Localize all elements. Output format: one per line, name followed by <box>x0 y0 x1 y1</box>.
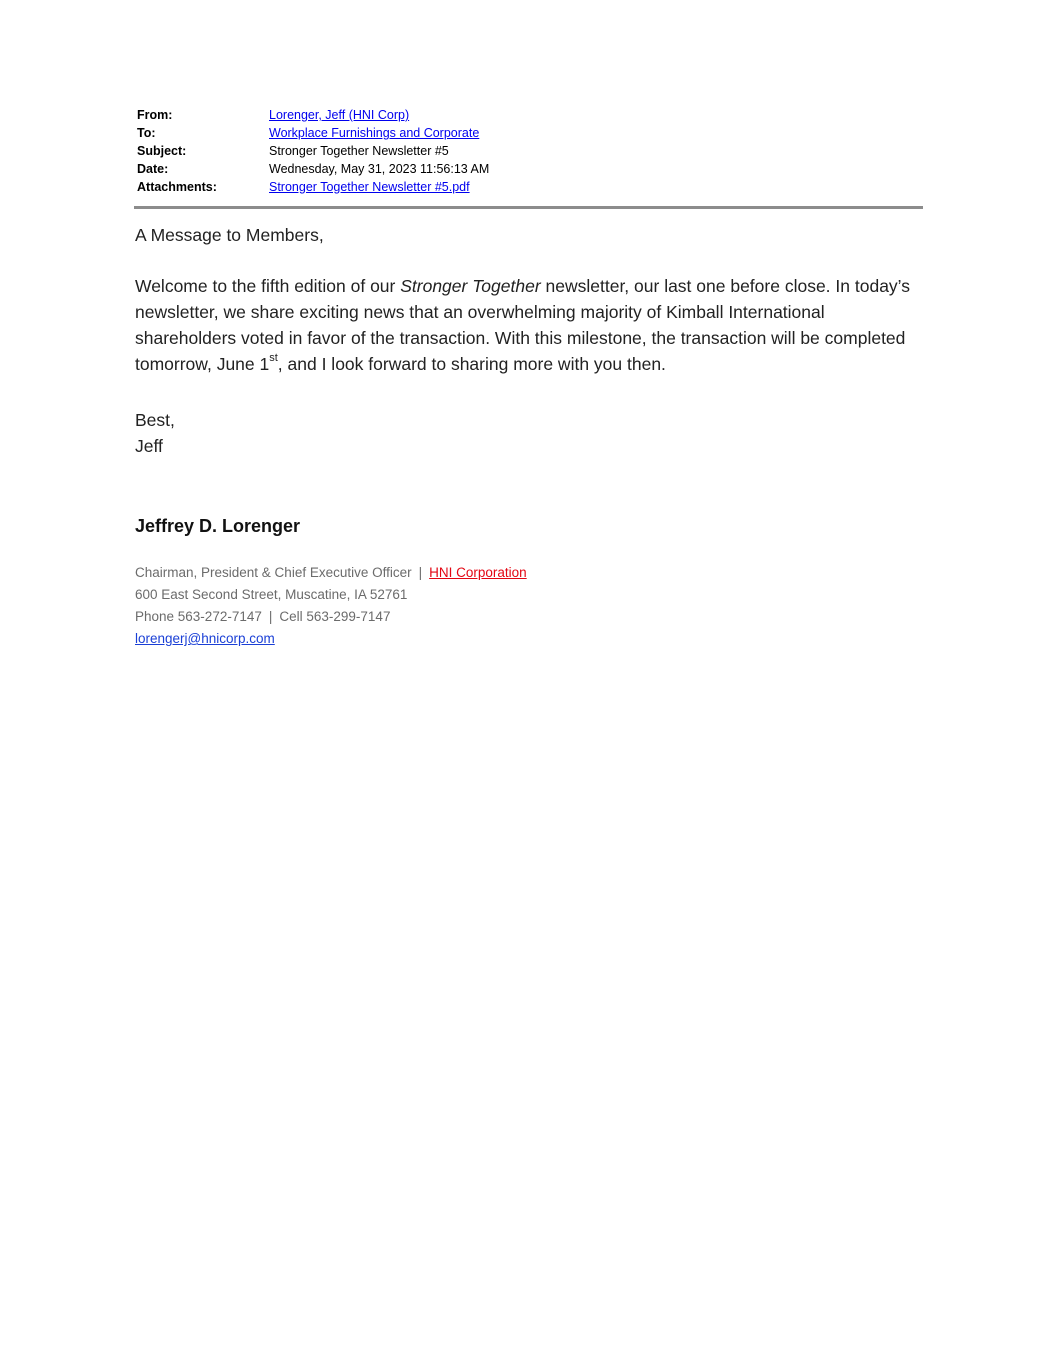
signature-block <box>135 562 527 650</box>
cell-number: Cell 563-299-7147 <box>279 609 391 624</box>
email-header <box>135 106 923 196</box>
signature-title-line <box>135 562 527 584</box>
subject-value: Stronger Together Newsletter #5 <box>269 144 449 158</box>
newsletter-title: Stronger Together <box>400 276 541 296</box>
from-label: From: <box>137 108 173 122</box>
subject-row <box>135 142 923 160</box>
company-link[interactable]: HNI Corporation <box>429 565 527 580</box>
attachments-label: Attachments: <box>137 180 217 194</box>
message-paragraph <box>135 273 925 377</box>
closing-block <box>135 407 925 459</box>
separator: | <box>418 565 423 580</box>
ordinal-suffix: st <box>269 352 278 364</box>
separator: | <box>268 609 273 624</box>
attachment-link[interactable]: Stronger Together Newsletter #5.pdf <box>269 180 470 194</box>
date-value: Wednesday, May 31, 2023 11:56:13 AM <box>269 162 490 176</box>
paragraph-text-2: newsletter, our last one before close. In today’s newsletter, we share exciting news that an overwhelming majority of Kimball International shareholders voted in favor of the transaction. With this milestone, the transaction will be completed tomorrow, June 1 <box>135 276 910 374</box>
phone-number: Phone 563-272-7147 <box>135 609 262 624</box>
signature-phone-line <box>135 606 527 628</box>
date-row <box>135 160 923 178</box>
signature-name: Jeffrey D. Lorenger <box>135 516 301 536</box>
subject-label: Subject: <box>137 144 187 158</box>
header-divider <box>134 206 923 209</box>
to-label: To: <box>137 126 156 140</box>
attachments-row <box>135 178 923 196</box>
greeting: A Message to Members, <box>135 225 324 245</box>
email-link[interactable]: lorengerj@hnicorp.com <box>135 631 275 646</box>
paragraph-text-3: , and I look forward to sharing more with you then. <box>277 354 666 374</box>
date-label: Date: <box>137 162 169 176</box>
from-link[interactable]: Lorenger, Jeff (HNI Corp) <box>269 108 410 122</box>
closing: Best, <box>135 410 175 430</box>
paragraph-text-1: Welcome to the fifth edition of our <box>135 276 401 296</box>
signoff-name: Jeff <box>135 436 163 456</box>
to-link[interactable]: Workplace Furnishings and Corporate <box>269 126 480 140</box>
signature-address: 600 East Second Street, Muscatine, IA 52761 <box>135 587 408 602</box>
to-row <box>135 124 923 142</box>
from-row <box>135 106 923 124</box>
signature-title: Chairman, President & Chief Executive Officer <box>135 565 412 580</box>
